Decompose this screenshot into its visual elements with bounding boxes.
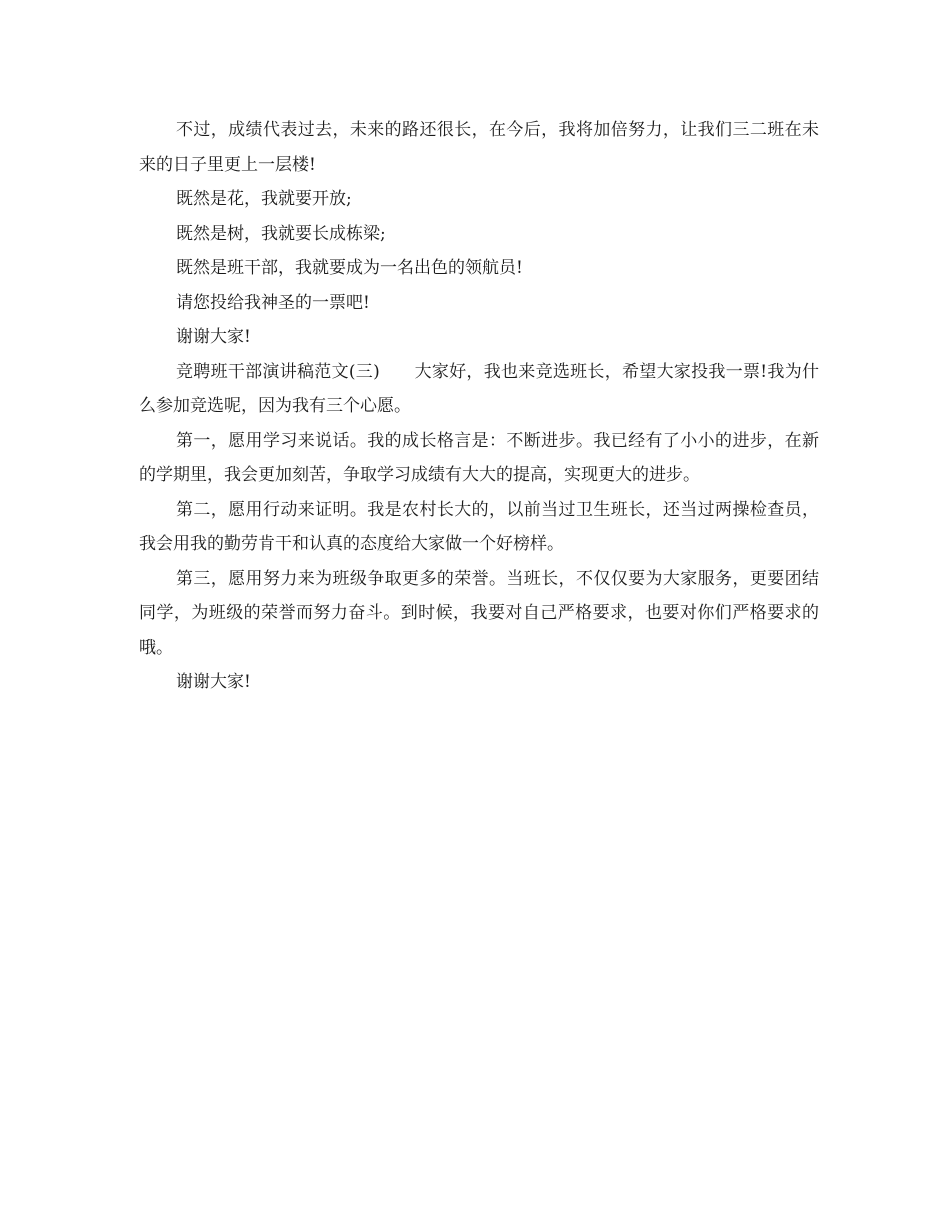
paragraph: 谢谢大家! [176, 672, 251, 692]
paragraph: 不过，成绩代表过去，未来的路还很长，在今后，我将加倍努力，让我们三二班在未来的日子里更上一层楼! [139, 120, 819, 175]
paragraph: 第三，愿用努力来为班级争取更多的荣誉。当班长，不仅仅要为大家服务，更要团结同学，为班级的荣誉而努力奋斗。到时候，我要对自己严格要求，也要对你们严格要求的哦。 [139, 568, 819, 658]
paragraph: 谢谢大家! [176, 327, 251, 347]
document-body [139, 113, 819, 700]
paragraph: 第二，愿用行动来证明。我是农村长大的，以前当过卫生班长，还当过两操检查员，我会用我的勤劳肯干和认真的态度给大家做一个好榜样。 [139, 499, 819, 554]
paragraph: 既然是花，我就要开放; [176, 189, 352, 209]
paragraph: 请您投给我神圣的一票吧! [176, 292, 370, 313]
paragraph: 既然是树，我就要长成栋梁; [176, 223, 386, 244]
paragraph: 第一，愿用学习来说话。我的成长格言是：不断进步。我已经有了小小的进步，在新的学期里，我会更加刻苦，争取学习成绩有大大的提高，实现更大的进步。 [139, 430, 819, 485]
paragraph: 既然是班干部，我就要成为一名出色的领航员! [176, 258, 523, 278]
paragraph: 竞聘班干部演讲稿范文(三) 大家好，我也来竞选班长，希望大家投我一票!我为什么参加竞选呢，因为我有三个心愿。 [139, 361, 819, 416]
